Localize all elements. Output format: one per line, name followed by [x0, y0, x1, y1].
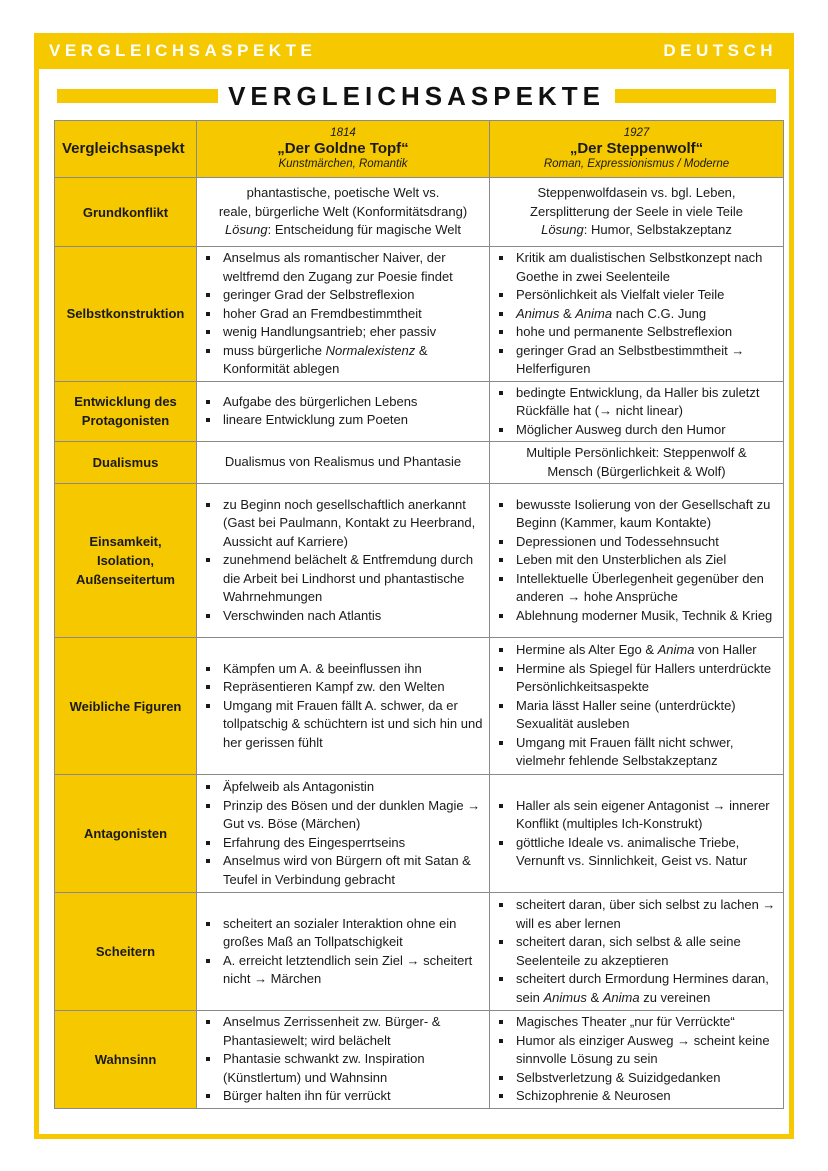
aspect-cell: Dualismus: [55, 442, 197, 484]
work-a-cell: [197, 893, 490, 1011]
cell-line: Steppenwolfdasein vs. bgl. Leben,: [537, 185, 736, 201]
bullet-list: [496, 384, 777, 440]
list-item: hohe und permanente Selbstreflexion: [496, 323, 777, 342]
aspect-cell: Scheitern: [55, 893, 197, 1011]
list-item: scheitert daran, sich selbst & alle seine Seelenteile zu akzeptieren: [496, 933, 777, 970]
cell-line: phantastische, poetische Welt vs.: [246, 185, 440, 201]
list-item: bedingte Entwicklung, da Haller bis zuletzt Rückfälle hat (→ nicht linear): [496, 384, 777, 421]
list-item: Erfahrung des Eingesperrtseins: [203, 834, 483, 853]
work-b-cell: [490, 638, 784, 775]
cell-line: Zersplitterung der Seele in viele Teile: [530, 203, 743, 219]
list-item: Repräsentieren Kampf zw. den Welten: [203, 678, 483, 697]
list-item: Animus & Anima nach C.G. Jung: [496, 305, 777, 324]
bullet-list: [203, 249, 483, 379]
list-item: bewusste Isolierung von der Gesellschaft zu Beginn (Kammer, kaum Kontakte): [496, 496, 777, 533]
list-item: Verschwinden nach Atlantis: [203, 607, 483, 626]
list-item: geringer Grad der Selbstreflexion: [203, 286, 483, 305]
bullet-list: [203, 660, 483, 753]
aspect-cell: Entwicklung des Protagonisten: [55, 381, 197, 442]
table-row: [55, 178, 784, 247]
list-item: Hermine als Alter Ego & Anima von Haller: [496, 641, 777, 660]
title-stripe-left: [57, 89, 218, 103]
work-b-cell: [490, 247, 784, 382]
table-row: [55, 442, 784, 484]
list-item: Anselmus Zerrissenheit zw. Bürger- & Phantasiewelt; wird belächelt: [203, 1013, 483, 1050]
bullet-list: [496, 249, 777, 379]
aspect-cell: Weibliche Figuren: [55, 638, 197, 775]
work-a-year: 1814: [330, 127, 356, 139]
work-b-genre: Roman, Expressionismus / Moderne: [543, 158, 730, 170]
list-item: Selbstverletzung & Suizidgedanken: [496, 1069, 777, 1088]
list-item: Bürger halten ihn für verrückt: [203, 1087, 483, 1106]
list-item: scheitert daran, über sich selbst zu lachen → will es aber lernen: [496, 896, 777, 933]
list-item: geringer Grad an Selbstbestimmtheit → Helferfiguren: [496, 342, 777, 379]
work-b-title: „Der Steppenwolf“: [569, 140, 704, 157]
list-item: scheitert an sozialer Interaktion ohne ein großes Maß an Tollpatschigkeit: [203, 915, 483, 952]
list-item: Schizophrenie & Neurosen: [496, 1087, 777, 1106]
aspect-cell: Antagonisten: [55, 775, 197, 893]
list-item: scheitert durch Ermordung Hermines daran, sein Animus & Anima zu vereinen: [496, 970, 777, 1007]
list-item: Hermine als Spiegel für Hallers unterdrückte Persönlichkeitsaspekte: [496, 660, 777, 697]
cell-line: Dualismus von Realismus und Phantasie: [224, 454, 462, 470]
bullet-list: [496, 1013, 777, 1106]
list-item: Intellektuelle Überlegenheit gegenüber den anderen → hohe Ansprüche: [496, 570, 777, 607]
work-b-cell: [490, 1011, 784, 1109]
title-stripe-right: [615, 89, 776, 103]
bullet-list: [203, 496, 483, 626]
work-a-genre: Kunstmärchen, Romantik: [278, 158, 408, 170]
aspect-column-header: Vergleichsaspekt: [55, 121, 197, 178]
work-a-cell: [197, 381, 490, 442]
list-item: Phantasie schwankt zw. Inspiration (Künstlertum) und Wahnsinn: [203, 1050, 483, 1087]
list-item: Kritik am dualistischen Selbstkonzept nach Goethe in zwei Seelenteile: [496, 249, 777, 286]
page-frame: [34, 33, 794, 1139]
work-a-title: „Der Goldne Topf“: [277, 140, 409, 157]
cell-line: Multiple Persönlichkeit: Steppenwolf &: [526, 445, 747, 460]
list-item: Persönlichkeit als Vielfalt vieler Teile: [496, 286, 777, 305]
cell-line: Lösung: Entscheidung für magische Welt: [224, 222, 462, 238]
top-banner: [39, 33, 789, 69]
work-a-header: [197, 121, 490, 178]
table-row: [55, 381, 784, 442]
table-row: [55, 247, 784, 382]
list-item: Humor als einziger Ausweg → scheint keine sinnvolle Lösung zu sein: [496, 1032, 777, 1069]
list-item: Möglicher Ausweg durch den Humor: [496, 421, 777, 440]
aspect-cell: Wahnsinn: [55, 1011, 197, 1109]
work-b-cell: [490, 381, 784, 442]
work-a-cell: [197, 178, 490, 247]
bullet-list: [496, 641, 777, 771]
work-b-year: 1927: [623, 127, 650, 139]
list-item: A. erreicht letztendlich sein Ziel → scheitert nicht → Märchen: [203, 952, 483, 989]
bullet-list: [496, 896, 777, 1007]
work-b-cell: [490, 775, 784, 893]
title-row: [57, 81, 776, 111]
list-item: Maria lässt Haller seine (unterdrückte) Sexualität ausleben: [496, 697, 777, 734]
bullet-list: [203, 393, 483, 430]
list-item: Umgang mit Frauen fällt A. schwer, da er tollpatschig & schüchtern ist und sich hin und her gerissen fühlt: [203, 697, 483, 753]
list-item: wenig Handlungsantrieb; eher passiv: [203, 323, 483, 342]
table-body: [55, 178, 784, 1109]
list-item: Äpfelweib als Antagonistin: [203, 778, 483, 797]
list-item: Magisches Theater „nur für Verrückte“: [496, 1013, 777, 1032]
list-item: Ablehnung moderner Musik, Technik & Krieg: [496, 607, 777, 626]
work-b-cell: [490, 178, 784, 247]
list-item: Anselmus wird von Bürgern oft mit Satan & Teufel in Verbindung gebracht: [203, 852, 483, 889]
list-item: Depressionen und Todessehnsucht: [496, 533, 777, 552]
work-a-cell: [197, 442, 490, 484]
list-item: göttliche Ideale vs. animalische Triebe, Vernunft vs. Sinnlichkeit, Geist vs. Natur: [496, 834, 777, 871]
work-b-cell: [490, 442, 784, 484]
work-a-cell: [197, 638, 490, 775]
list-item: Anselmus als romantischer Naiver, der weltfremd den Zugang zur Poesie findet: [203, 249, 483, 286]
table-row: [55, 775, 784, 893]
list-item: Haller als sein eigener Antagonist → innerer Konflikt (multiples Ich-Konstrukt): [496, 797, 777, 834]
work-a-cell: [197, 775, 490, 893]
table-row: [55, 893, 784, 1011]
list-item: Umgang mit Frauen fällt nicht schwer, vielmehr fehlende Selbstakzeptanz: [496, 734, 777, 771]
list-item: lineare Entwicklung zum Poeten: [203, 411, 483, 430]
table-header-row: [55, 121, 784, 178]
list-item: zu Beginn noch gesellschaftlich anerkannt (Gast bei Paulmann, Kontakt zu Heerbrand, Aussicht auf Karriere): [203, 496, 483, 552]
bullet-list: [496, 797, 777, 871]
bullet-list: [203, 1013, 483, 1106]
list-item: zunehmend belächelt & Entfremdung durch die Arbeit bei Lindhorst und phantastische Wahrnehmungen: [203, 551, 483, 607]
cell-line: Mensch (Bürgerlichkeit & Wolf): [547, 463, 726, 479]
bullet-list: [203, 778, 483, 889]
list-item: Prinzip des Bösen und der dunklen Magie → Gut vs. Böse (Märchen): [203, 797, 483, 834]
list-item: Aufgabe des bürgerlichen Lebens: [203, 393, 483, 412]
list-item: Kämpfen um A. & beeinflussen ihn: [203, 660, 483, 679]
list-item: muss bürgerliche Normalexistenz & Konformität ablegen: [203, 342, 483, 379]
work-b-cell: [490, 484, 784, 638]
table-row: [55, 1011, 784, 1109]
work-a-cell: [197, 247, 490, 382]
aspect-cell: Grundkonflikt: [55, 178, 197, 247]
comparison-table: [54, 120, 784, 1109]
work-a-cell: [197, 1011, 490, 1109]
banner-right-label: DEUTSCH: [663, 41, 777, 60]
work-a-cell: [197, 484, 490, 638]
cell-line: reale, bürgerliche Welt (Konformitätsdrang): [218, 203, 468, 219]
list-item: hoher Grad an Fremdbestimmtheit: [203, 305, 483, 324]
page-title: VERGLEICHSASPEKTE: [228, 80, 605, 111]
bullet-list: [203, 915, 483, 989]
bullet-list: [496, 496, 777, 626]
aspect-cell: Einsamkeit, Isolation, Außenseitertum: [55, 484, 197, 638]
aspect-cell: Selbstkonstruktion: [55, 247, 197, 382]
table-row: [55, 484, 784, 638]
work-b-cell: [490, 893, 784, 1011]
cell-line: Lösung: Humor, Selbstakzeptanz: [541, 222, 732, 238]
table-row: [55, 638, 784, 775]
banner-left-label: VERGLEICHSASPEKTE: [49, 41, 317, 60]
list-item: Leben mit den Unsterblichen als Ziel: [496, 551, 777, 570]
work-b-header: [490, 121, 784, 178]
